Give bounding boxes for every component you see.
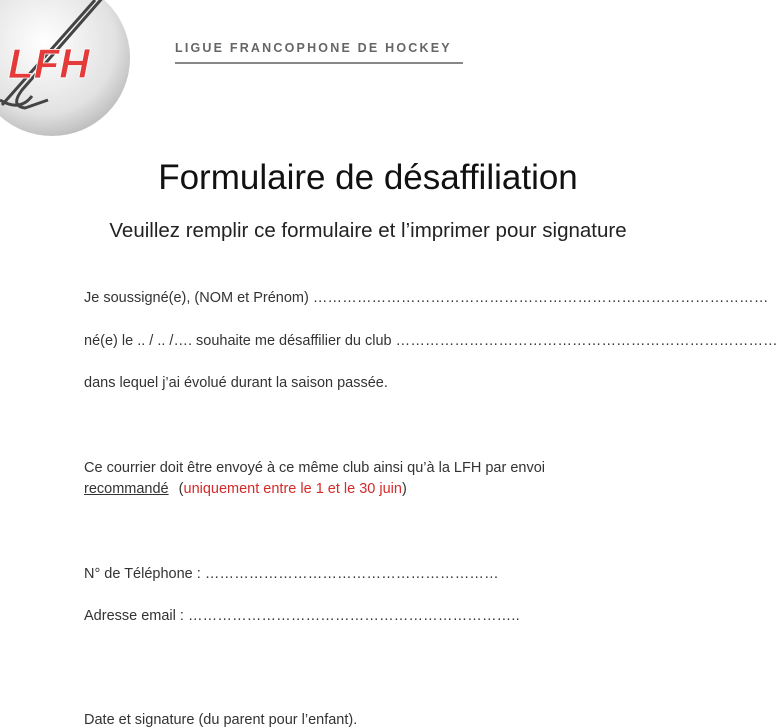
page-title: Formulaire de désaffiliation	[158, 158, 578, 197]
name-field[interactable]: …………………………………………………………………………………	[312, 290, 769, 306]
name-label: Je soussigné(e), (NOM et Prénom)	[84, 290, 309, 306]
registered-mail-text: recommandé	[84, 481, 169, 497]
email-field[interactable]: …………………………………………………………..	[187, 608, 520, 624]
phone-line	[84, 566, 499, 582]
club-field[interactable]: ……………………………………………………………………	[395, 333, 778, 349]
notice-line: Ce courrier doit être envoyé à ce même club ainsi qu’à la LFH par envoi	[84, 460, 546, 476]
phone-label: N° de Téléphone :	[84, 566, 201, 582]
logo-text: LFH	[8, 40, 90, 87]
lfh-logo	[0, 0, 140, 150]
email-label: Adresse email :	[84, 608, 184, 624]
header-divider	[175, 62, 463, 64]
page-subtitle: Veuillez remplir ce formulaire et l’imprimer pour signature	[109, 219, 627, 242]
signature-label: Date et signature (du parent pour l’enfant).	[84, 712, 358, 728]
birthdate-field[interactable]: né(e) le .. / .. /….	[84, 333, 192, 349]
organization-name: LIGUE FRANCOPHONE DE HOCKEY	[175, 41, 452, 55]
email-line	[84, 608, 520, 624]
name-line	[84, 290, 769, 306]
birth-club-line	[84, 333, 778, 349]
club-label: souhaite me désaffilier du club	[196, 333, 392, 349]
season-line: dans lequel j’ai évolué durant la saison passée.	[84, 375, 388, 391]
deadline-highlight: uniquement entre le 1 et le 30 juin	[183, 481, 402, 497]
paren-close: )	[401, 481, 407, 497]
paren-open: (	[178, 481, 184, 497]
phone-field[interactable]: ……………………………………………………	[204, 566, 499, 582]
notice-detail-line	[84, 481, 407, 497]
